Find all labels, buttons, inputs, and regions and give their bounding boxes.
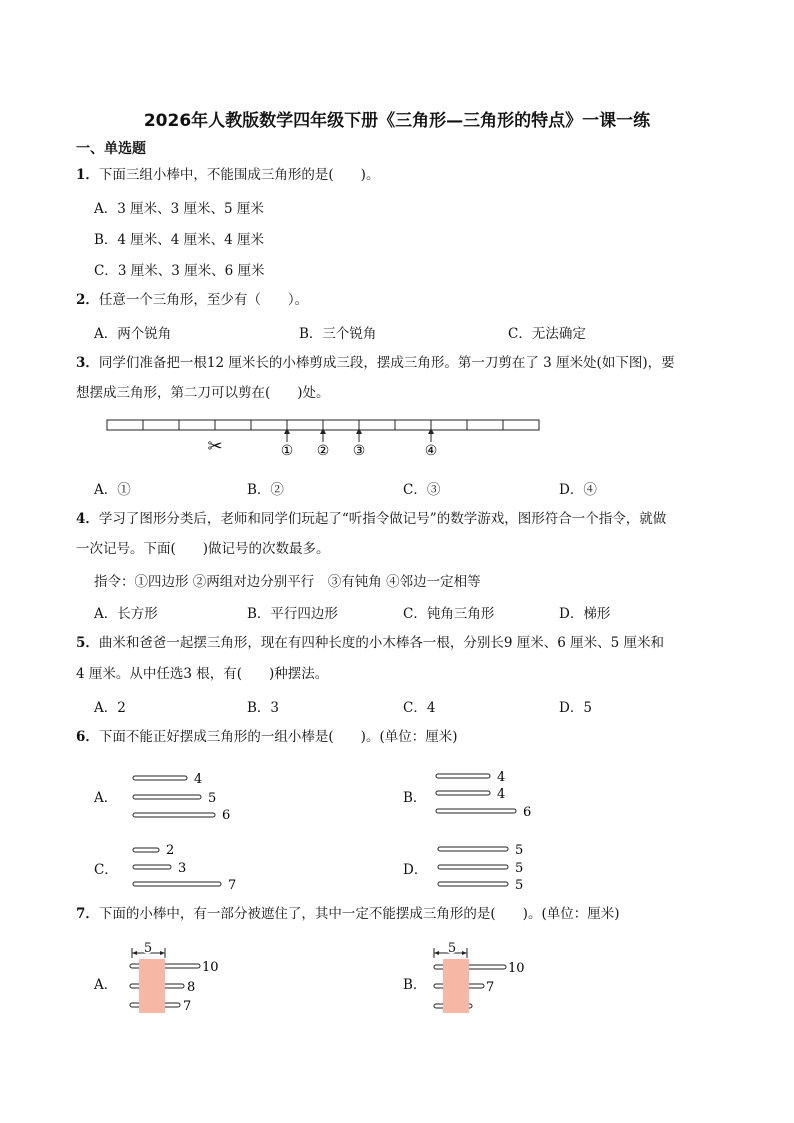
q5-option-d[interactable]: D．5 [559, 700, 592, 716]
stick-length: 4 [194, 772, 203, 787]
q3-option-b[interactable]: B．② [247, 482, 284, 498]
question-number: 1． [76, 167, 99, 183]
question-number: 6． [76, 729, 99, 745]
q3-option-a[interactable]: A．① [94, 482, 131, 498]
q5-option-c[interactable]: C．4 [403, 700, 436, 716]
stick-cut-figure [100, 412, 550, 464]
question-4-line2: 一次记号。下面( )做记号的次数最多。 [76, 541, 330, 557]
question-6 [76, 727, 457, 747]
q7-option-b-label[interactable]: B． [403, 977, 427, 993]
top-length-label: 5 [447, 942, 457, 956]
question-number: 3． [76, 355, 99, 371]
stick-length: 4 [497, 770, 506, 785]
q6-option-d-sticks [433, 840, 543, 894]
cut-marker-2 [317, 428, 330, 459]
stick-length: 5 [515, 878, 524, 893]
question-7 [76, 904, 619, 924]
q6-option-c-sticks [130, 840, 250, 894]
q1-option-b[interactable]: B．4 厘米、4 厘米、4 厘米 [94, 232, 265, 248]
cut-label-1: ① [280, 443, 294, 459]
q7-option-a-label[interactable]: A． [94, 977, 118, 993]
question-text: 下面不能正好摆成三角形的一组小棒是( )。(单位：厘米) [98, 729, 458, 745]
question-5 [76, 633, 664, 653]
q4-instruction: 指令：①四边形 ②两组对边分别平行 ③有钝角 ④邻边一定相等 [94, 574, 481, 590]
q6-option-a-label[interactable]: A． [94, 790, 118, 806]
q6-option-b-sticks [433, 768, 543, 822]
q1-option-a[interactable]: A．3 厘米、3 厘米、5 厘米 [94, 201, 264, 217]
question-text-line1: 同学们准备把一根12 厘米长的小棒剪成三段，摆成三角形。第一刀剪在了 3 厘米处(如下图)，要 [98, 355, 675, 371]
stick-length: 3 [178, 861, 187, 876]
stick-length: 7 [228, 878, 237, 893]
cut-marker-3 [353, 428, 366, 459]
q7-option-a-sticks [122, 942, 232, 1018]
q6-option-b-label[interactable]: B． [403, 790, 427, 806]
q1-option-c[interactable]: C．3 厘米、3 厘米、6 厘米 [94, 263, 265, 279]
cut-label-3: ③ [352, 443, 366, 459]
question-text-line1: 学习了图形分类后，老师和同学们玩起了“听指令做记号”的数学游戏，图形符合一个指令，就做 [98, 511, 667, 527]
q6-option-d-label[interactable]: D． [403, 862, 428, 878]
cut-label-4: ④ [424, 443, 438, 459]
stick-length: 6 [222, 808, 231, 822]
question-2 [76, 290, 308, 310]
cover-block [139, 959, 165, 1013]
question-number: 2． [76, 292, 99, 308]
q2-option-b[interactable]: B．三个锐角 [299, 326, 377, 342]
stick-length: 5 [515, 843, 524, 858]
stick-length: 4 [497, 787, 506, 802]
question-text: 下面三组小棒中，不能围成三角形的是( )。 [98, 167, 380, 183]
cut-marker-1 [281, 428, 294, 459]
q4-option-c[interactable]: C．钝角三角形 [403, 606, 495, 622]
stick-length: 7 [183, 999, 192, 1014]
scissors-icon: ✂ [207, 436, 223, 457]
stick-length: 6 [523, 805, 532, 820]
section-title: 一、单选题 [76, 141, 146, 157]
question-1 [76, 165, 379, 185]
q7-option-b-sticks [428, 942, 538, 1018]
question-text: 任意一个三角形，至少有（ ）。 [98, 292, 309, 308]
question-text-line1: 曲米和爸爸一起摆三角形，现在有四种长度的小木棒各一根，分别长9 厘米、6 厘米、5 厘米和 [98, 635, 665, 651]
top-length-label: 5 [143, 942, 153, 956]
question-3 [76, 353, 675, 373]
q4-option-b[interactable]: B．平行四边形 [247, 606, 338, 622]
question-3-line2: 想摆成三角形，第二刀可以剪在( )处。 [76, 385, 330, 401]
stick-length: 5 [208, 791, 217, 806]
question-4 [76, 509, 666, 529]
question-5-line2: 4 厘米。从中任选3 根，有( )种摆法。 [76, 666, 329, 682]
q2-option-a[interactable]: A．两个锐角 [94, 326, 172, 342]
question-text: 下面的小棒中，有一部分被遮住了，其中一定不能摆成三角形的是( )。(单位：厘米) [98, 906, 620, 922]
stick-length: 5 [515, 861, 524, 876]
stick-length: 10 [508, 961, 525, 976]
q4-option-a[interactable]: A．长方形 [94, 606, 158, 622]
q3-option-d[interactable]: D．④ [559, 482, 597, 498]
q5-option-a[interactable]: A．2 [94, 700, 126, 716]
stick-length: 7 [486, 980, 495, 995]
stick-length: 8 [187, 980, 196, 995]
q6-option-c-label[interactable]: C． [94, 862, 118, 878]
question-number: 7． [76, 906, 99, 922]
cut-label-2: ② [316, 443, 330, 459]
stick-length: 10 [202, 960, 219, 975]
cover-block [443, 959, 469, 1013]
stick-length: 2 [166, 843, 175, 858]
q3-option-c[interactable]: C．③ [403, 482, 441, 498]
question-number: 5． [76, 635, 99, 651]
question-number: 4． [76, 511, 99, 527]
q6-option-a-sticks [130, 770, 240, 822]
q5-option-b[interactable]: B．3 [247, 700, 280, 716]
q2-option-c[interactable]: C．无法确定 [508, 326, 586, 342]
page-title: 2026年人教版数学四年级下册《三角形—三角形的特点》一课一练 [143, 111, 651, 131]
q4-option-d[interactable]: D．梯形 [559, 606, 611, 622]
cut-marker-4 [425, 428, 438, 459]
